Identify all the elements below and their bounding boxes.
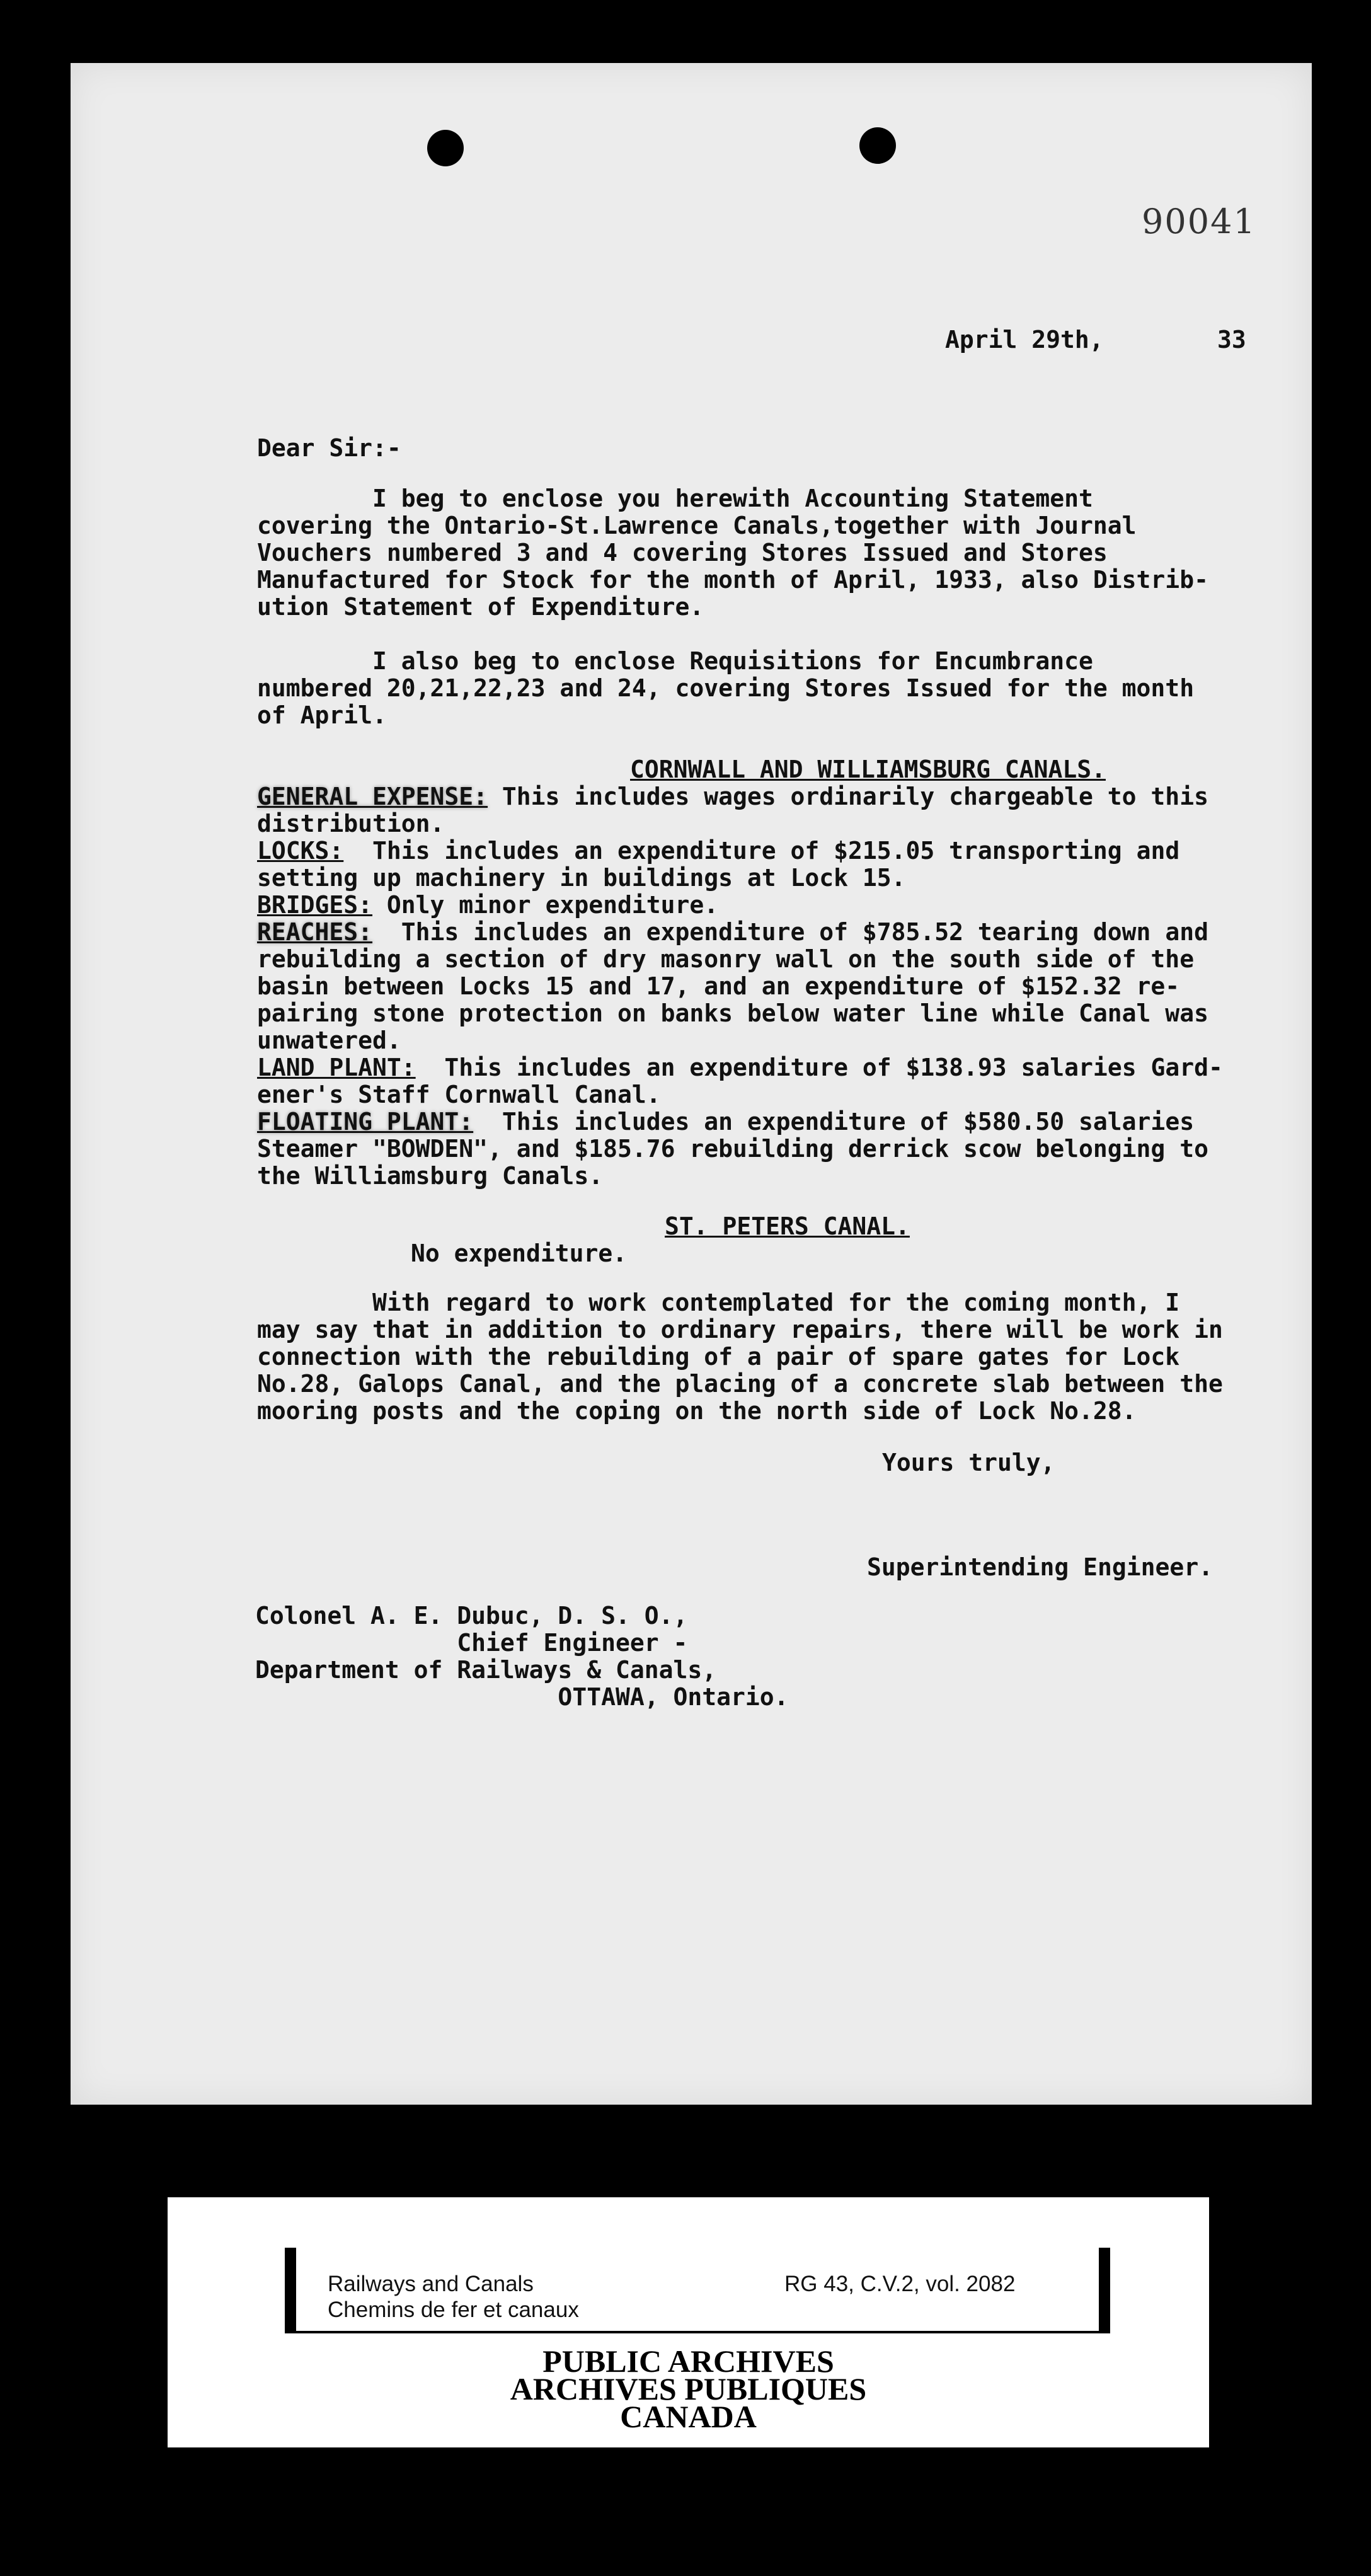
text-line: Manufactured for Stock for the month of April, 1933, also Distrib- xyxy=(257,566,1208,594)
item-label: GENERAL EXPENSE: xyxy=(257,783,488,810)
text-line: connection with the rebuilding of a pair of spare gates for Lock xyxy=(257,1343,1180,1371)
text-line: rebuilding a section of dry masonry wall on the south side of the xyxy=(257,945,1195,973)
letter-year: 33 xyxy=(1217,326,1246,354)
expense-general xyxy=(257,783,1208,810)
text-line: pairing stone protection on banks below water line while Canal was xyxy=(257,999,1208,1027)
item-label: FLOATING PLANT: xyxy=(257,1108,474,1136)
heading-cornwall-williamsburg: CORNWALL AND WILLIAMSBURG CANALS. xyxy=(630,756,1106,783)
punch-hole xyxy=(859,127,896,164)
stamp-number: 90041 xyxy=(1142,202,1256,241)
punch-hole xyxy=(427,130,464,166)
record-reference: RG 43, C.V.2, vol. 2082 xyxy=(784,2272,1016,2296)
salutation: Dear Sir:- xyxy=(257,434,401,462)
text-line: numbered 20,21,22,23 and 24, covering Stores Issued for the month xyxy=(257,674,1195,702)
text-line: covering the Ontario-St.Lawrence Canals,together with Journal xyxy=(257,512,1137,539)
item-label: BRIDGES: xyxy=(257,891,373,919)
text-line: basin between Locks 15 and 17, and an expenditure of $152.32 re- xyxy=(257,972,1180,1000)
archives-publiques-title: ARCHIVES PUBLIQUES xyxy=(510,2371,867,2406)
text-line: ution Statement of Expenditure. xyxy=(257,593,704,621)
address-line: OTTAWA, Ontario. xyxy=(255,1683,789,1711)
item-label: LOCKS: xyxy=(257,837,344,865)
text-line: I beg to enclose you herewith Accounting Statement xyxy=(257,485,1093,512)
public-archives-title: PUBLIC ARCHIVES xyxy=(542,2343,834,2379)
address-line: Colonel A. E. Dubuc, D. S. O., xyxy=(255,1602,688,1630)
signature-title: Superintending Engineer. xyxy=(867,1553,1213,1581)
item-text: This includes an expenditure of $215.05 transporting and xyxy=(343,837,1180,865)
text-line: of April. xyxy=(257,701,387,729)
item-label: REACHES: xyxy=(257,918,373,946)
item-label: LAND PLANT: xyxy=(257,1054,416,1081)
text-line: setting up machinery in buildings at Lock 15. xyxy=(257,864,906,892)
expense-bridges xyxy=(257,892,718,919)
address-line: Department of Railways & Canals, xyxy=(255,1656,717,1684)
item-text: This includes an expenditure of $138.93 salaries Gard- xyxy=(415,1054,1223,1081)
closing: Yours truly, xyxy=(882,1449,1055,1476)
expense-reaches xyxy=(257,919,1208,946)
letter-date: April 29th, xyxy=(945,326,1104,354)
expense-locks xyxy=(257,837,1179,865)
expense-land-plant xyxy=(257,1054,1223,1081)
text-line: distribution. xyxy=(257,810,445,837)
text-line: ener's Staff Cornwall Canal. xyxy=(257,1081,661,1108)
department-french: Chemins de fer et canaux xyxy=(328,2297,579,2322)
text-line: the Williamsburg Canals. xyxy=(257,1162,604,1190)
department-english: Railways and Canals xyxy=(328,2272,534,2296)
item-text: This includes an expenditure of $785.52 tearing down and xyxy=(372,918,1208,946)
text-line: Steamer "BOWDEN", and $185.76 rebuilding derrick scow belonging to xyxy=(257,1135,1208,1163)
no-expenditure: No expenditure. xyxy=(411,1239,628,1267)
item-text: This includes an expenditure of $580.50 salaries xyxy=(473,1108,1195,1136)
canada-title: CANADA xyxy=(620,2399,757,2434)
text-line: No.28, Galops Canal, and the placing of a concrete slab between the xyxy=(257,1370,1223,1398)
text-line: may say that in addition to ordinary repairs, there will be work in xyxy=(257,1316,1223,1343)
heading-st-peters: ST. PETERS CANAL. xyxy=(665,1212,910,1240)
item-text: Only minor expenditure. xyxy=(372,891,719,919)
text-line: Vouchers numbered 3 and 4 covering Stores Issued and Stores xyxy=(257,539,1108,566)
expense-floating-plant xyxy=(257,1108,1194,1136)
text-line: unwatered. xyxy=(257,1026,401,1054)
text-line: mooring posts and the coping on the north side of Lock No.28. xyxy=(257,1397,1137,1425)
address-line: Chief Engineer - xyxy=(255,1629,688,1657)
text-line: With regard to work contemplated for the coming month, I xyxy=(257,1289,1180,1316)
item-text: This includes wages ordinarily chargeable to this xyxy=(488,783,1208,810)
text-line: I also beg to enclose Requisitions for Encumbrance xyxy=(257,647,1093,675)
